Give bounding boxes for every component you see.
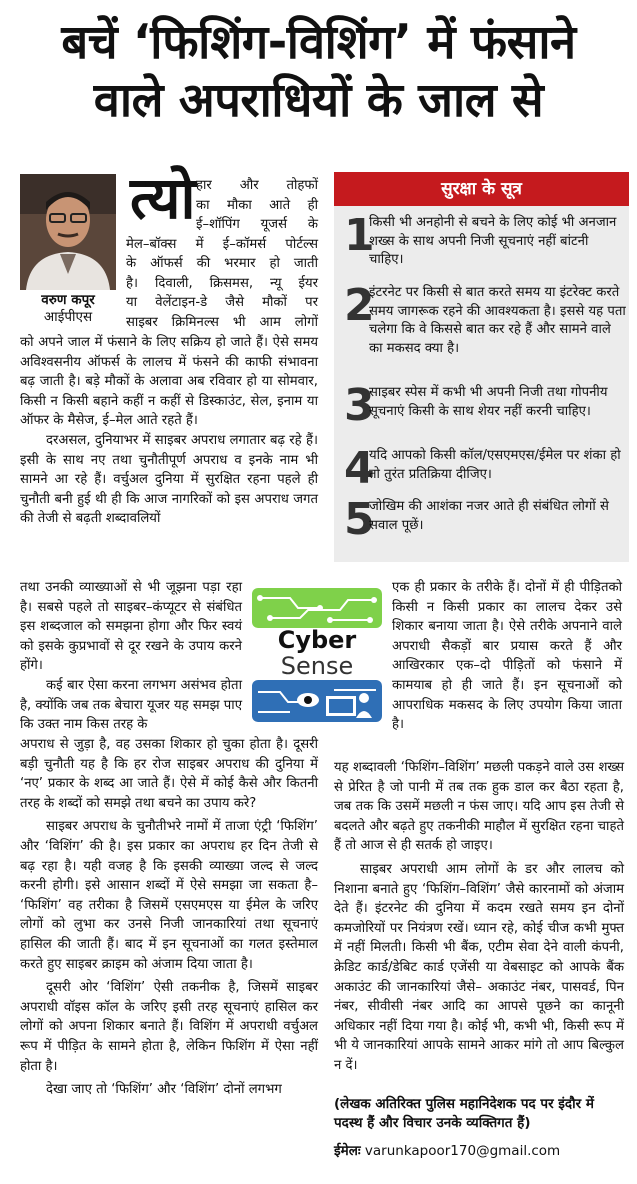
paragraph-5: दूसरी ओर ‘विशिंग’ ऐसी तकनीक है, जिसमें साइबर अपराधी वॉइस कॉल के जरिए इसी तरह सूचनाएं हासिल कर लोगों को अपना शिकार बनाते हैं। विशिंग में अपराधी वर्चुअल रूप में पीड़ित के सामने होता है, लेकिन फिशिंग में ऐसा नहीं होता है। xyxy=(20,980,318,1074)
intro-line: ई–शॉपिंग यूजर्स के xyxy=(196,217,318,232)
left-column-top xyxy=(20,333,318,529)
paragraph-2-cont: तथा उनकी व्याख्याओं से भी जूझना पड़ा रहा है। सबसे पहले तो साइबर–कंप्यूटर से संबंधित इस शब्दजाल को समझना होगा और फिर स्वयं को इसके कुप्रभावों से दूर रखने के उपाय करने होंगे। xyxy=(20,580,242,674)
safety-tips-title: सुरक्षा के सूत्र xyxy=(334,172,629,206)
tip-number: 1 xyxy=(344,210,375,261)
intro-block-bottom xyxy=(126,215,318,333)
tip-item-3 xyxy=(344,380,624,440)
author-photo xyxy=(20,174,116,290)
tip-item-5 xyxy=(344,494,624,545)
intro-line: का मौका आते ही xyxy=(196,197,318,213)
intro-line: के ऑफर्स की भरमार हो जाती xyxy=(126,256,318,272)
right-column-bottom xyxy=(334,758,624,1076)
intro-block-top xyxy=(196,176,318,215)
tip-text: इंटरनेट पर किसी से बात करते समय या इंटरेक्ट करते समय जागरूक रहने की आवश्यकता है। इससे यह पता चलेगा कि वे किससे बात कर रहे हैं और सामने वाले का मकसद क्या है। xyxy=(369,285,626,356)
tip-text: जोखिम की आशंका नजर आते ही संबंधित लोगों से सवाल पूछें। xyxy=(369,499,609,533)
left-column-bottom xyxy=(20,735,318,1100)
right-paragraph-3: साइबर अपराधी आम लोगों के डर और लालच को निशाना बनाते हुए ‘फिशिंग–विशिंग’ जैसे कारनामों को अंजाम देते हैं। इंटरनेट की दुनिया में कदम रखते समय इन दोनों कमजोरियों पर नियंत्रण रखें। ध्यान रहे, कोई चीज कभी मुफ्त में नहीं मिलती। किसी भी बैंक, एटीम सेवा देने वाली कंपनी, क्रेडिट कार्ड/डेबिट कार्ड एजेंसी या वेबसाइट को आपके बैंक अकाउंट की जानकारियां जैसे– अकाउंट नंबर, पासवर्ड, पिन नंबर, सीवीसी नंबर आदि का आपसे पूछने का कानूनी अधिकार नहीं दिया गया है। कोई भी, कभी भी, किसी रूप में भी ये जानकारियां आपके सामने आकर मांगे तो आप बिल्कुल न दें। xyxy=(334,861,624,1073)
right-column-narrow xyxy=(392,578,622,735)
intro-line: है। दिवाली, क्रिसमस, न्यू ईयर xyxy=(126,275,318,291)
paragraph-1-rest: को अपने जाल में फंसाने के लिए सक्रिय हो जाते हैं। ऐसे समय अविश्वसनीय ऑफर्स के लालच में फंसने की काफी संभावना बढ़ जाती है। बड़े मौकों के अलावा अब रविवार हो या सोमवार, किसी न किसी बहाने कहीं न कहीं से डिस्काउंट, सेल, इनाम या ऑफर के मैसेज, ई–मेल आते रहते हैं। xyxy=(20,335,318,429)
paragraph-4: साइबर अपराध के चुनौतीभरे नामों में ताजा एंट्री ‘फिशिंग’ और ‘विशिंग’ की है। इस प्रकार का अपराध हर दिन तेजी से बढ़ रहा है। यही वजह है कि इसकी व्याख्या जल्द से जल्द करनी होगी। इसे आसान शब्दों में ऐसे समझा जा सकता है– ‘फिशिंग’ वह तरीका है जिसमें एसएमएस या ईमेल के जरिए लोगों को लुभा कर उनसे निजी जानकारियां तथा सूचनाएं हासिल की जाती हैं। बाद में इन सूचनाओं का गलत इस्तेमाल करते हुए साइबर क्राइम को अंजाम दिया जाता है। xyxy=(20,819,318,972)
intro-line: साइबर क्रिमिनल्स भी आम लोगों xyxy=(126,314,318,330)
headline-line-1: बचें ‘फिशिंग-विशिंग’ में फंसाने xyxy=(61,15,576,70)
tip-number: 2 xyxy=(344,280,375,331)
sense-word: Sense xyxy=(280,652,354,680)
cyber-word: Cyber xyxy=(277,626,357,654)
paragraph-3: कई बार ऐसा करना लगभग असंभव होता है, क्योंकि जब तक बेचारा यूजर यह समझ पाए कि उक्त नाम किस तरह के xyxy=(20,677,242,733)
right-paragraph-2: यह शब्दावली ‘फिशिंग–विशिंग’ मछली पकड़ने वाले उस शख्स से प्रेरित है जो पानी में तब तक हुक डाल कर बैठा रहता है, जब तक कि उसमें मछली न फंस जाए। यदि आप इस तेजी से बदलते और बढ़ते हुए तकनीकी माहौल में सुरक्षित रहना चाहते हैं तो आज से ही सतर्क हो जाइए। xyxy=(334,760,624,854)
tip-number: 3 xyxy=(344,380,375,431)
tip-item-1 xyxy=(344,210,624,278)
tip-text: यदि आपको किसी कॉल/एसएमएस/ईमेल पर शंका हो तो तुरंत प्रतिक्रिया दीजिए। xyxy=(369,448,621,482)
author-title: आईपीएस xyxy=(43,309,93,325)
tip-number: 4 xyxy=(344,443,375,494)
tip-text: किसी भी अनहोनी से बचने के लिए कोई भी अनजान शख्स के साथ अपनी निजी सूचनाएं नहीं बांटनी चाहिए। xyxy=(369,215,617,267)
tip-item-4 xyxy=(344,443,624,494)
intro-line: या वेलेंटाइन-डे जैसे मौकों पर xyxy=(126,295,318,311)
author-name: वरुण कपूर xyxy=(41,292,95,308)
headline-line-2: वाले अपराधियों के जाल से xyxy=(93,73,544,128)
dropcap: त्यो xyxy=(130,164,196,232)
tip-text: साइबर स्पेस में कभी भी अपनी निजी तथा गोपनीय सूचनाएं किसी के साथ शेयर नहीं करनी चाहिए। xyxy=(369,385,608,419)
tip-number: 5 xyxy=(344,494,375,545)
email-label: ईमेलः xyxy=(334,1143,361,1159)
paragraph-2: दरअसल, दुनियाभर में साइबर अपराध लगातार बढ़ रहे हैं। इसी के साथ नए तथा चुनौतीपूर्ण अपराध व इनके नाम भी सामने आ रहे हैं। वर्चुअल दुनिया में सुरक्षित रहना पहले ही चुनौती बनी हुई थी ही कि आज नागरिकों को इस अपराध जगत की तेजी से बढ़ती शब्दावलियों xyxy=(20,432,318,527)
paragraph-3-cont: अपराध से जुड़ा है, वह उसका शिकार हो चुका होता है। दूसरी बड़ी चुनौती यह है कि हर रोज साइबर अपराध की दुनिया में ‘नए’ प्रकार के शब्द आ जाते हैं। ऐसे में कोई कैसे और कितनी तरह के शब्दों को समझे तथा बचने का उपाय करे? xyxy=(20,737,318,811)
intro-line: मेल–बॉक्स में ई–कॉमर्स पोर्टल्स xyxy=(126,236,318,252)
author-portrait-icon xyxy=(20,174,116,290)
right-paragraph-1: एक ही प्रकार के तरीके हैं। दोनों में ही पीड़ितको किसी न किसी प्रकार का लालच देकर उसे शिकार बनाया जाता है। ऐसे तरीके अपनाने वाले अपराधी सैकड़ों बार प्रयास करते हैं और आखिरकार एक–दो पीड़ितों को फंसाने में कामयाब हो ही जाते हैं। इन सूचनाओं को आपराधिक मकसद के लिए उपयोग किया जाता है। xyxy=(392,580,622,733)
intro-line: हार और तोहफों xyxy=(196,178,318,193)
paragraph-6: देखा जाए तो ‘फिशिंग’ और ‘विशिंग’ दोनों लगभग xyxy=(46,1082,282,1098)
email-line xyxy=(334,1141,624,1161)
tip-item-2 xyxy=(344,280,626,376)
author-byline xyxy=(14,292,122,326)
cyber-sense-illustration xyxy=(250,582,384,724)
left-column-narrow xyxy=(20,578,242,735)
cyber-sense-graphic xyxy=(250,582,384,724)
headline xyxy=(0,14,637,130)
author-note: (लेखक अतिरिक्त पुलिस महानिदेशक पद पर इंदौर में पदस्थ हैं और विचार उनके व्यक्तिगत हैं) xyxy=(334,1096,594,1131)
email-address: varunkapoor170@gmail.com xyxy=(364,1143,561,1159)
